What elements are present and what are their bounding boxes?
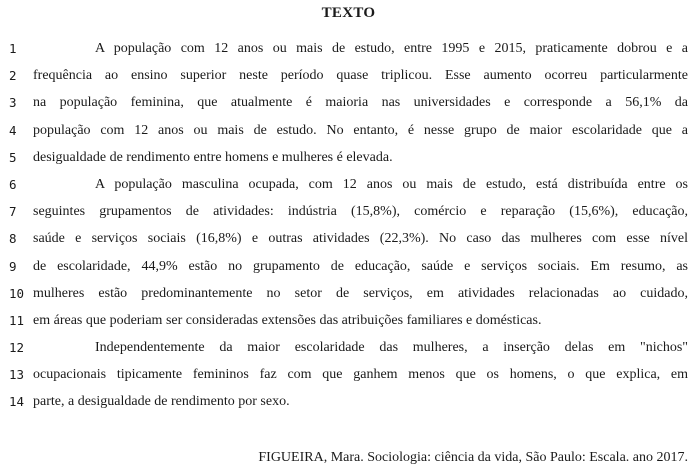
text-line — [0, 62, 697, 89]
line-text: saúde e serviços sociais (16,8%) e outras atividades (22,3%). No caso das mulheres com esse nível — [33, 231, 688, 247]
line-text: seguintes grupamentos de atividades: indústria (15,8%), comércio e reparação (15,6%), educação, — [33, 204, 688, 220]
text-line — [0, 198, 697, 225]
text-line — [0, 89, 697, 116]
text-line — [0, 225, 697, 252]
line-number: 7 — [9, 204, 17, 220]
line-number: 1 — [9, 41, 17, 56]
text-line — [0, 307, 697, 334]
text-line — [0, 35, 697, 62]
line-text: em áreas que poderiam ser consideradas extensões das atribuições familiares e domésticas. — [33, 312, 542, 328]
line-text: A população masculina ocupada, com 12 anos ou mais de estudo, está distribuída entre os — [95, 176, 688, 192]
line-number: 2 — [9, 68, 17, 84]
text-line — [0, 388, 697, 415]
text-line — [0, 280, 697, 307]
text-line — [0, 171, 697, 198]
line-number: 6 — [9, 176, 17, 192]
page-title: TEXTO — [321, 5, 376, 21]
line-number: 11 — [9, 312, 25, 328]
line-text: frequência ao ensino superior neste período quase triplicou. Esse aumento ocorreu particularmente — [33, 68, 688, 84]
line-text: mulheres estão predominantemente no setor de serviços, em atividades relacionadas ao cuidado, — [33, 285, 688, 301]
line-number: 12 — [9, 340, 25, 356]
line-text: A população com 12 anos ou mais de estudo, entre 1995 e 2015, praticamente dobrou e a — [95, 41, 688, 56]
line-text: ocupacionais tipicamente femininos faz com que ganhem menos que os homens, o que explica, em — [33, 367, 688, 383]
line-number: 8 — [9, 231, 17, 247]
line-number: 13 — [9, 367, 25, 383]
text-line — [0, 144, 697, 171]
line-text: parte, a desigualdade de rendimento por sexo. — [33, 394, 290, 410]
line-number: 9 — [9, 258, 17, 274]
line-number: 4 — [9, 122, 17, 138]
citation: FIGUEIRA, Mara. Sociologia: ciência da vida, São Paulo: Escala. ano 2017. — [258, 449, 688, 465]
text-line — [0, 334, 697, 361]
text-line — [0, 253, 697, 280]
line-number: 3 — [9, 95, 17, 111]
line-text: na população feminina, que atualmente é maioria nas universidades e corresponde a 56,1% da — [33, 95, 688, 111]
line-list — [0, 35, 697, 416]
line-number: 10 — [9, 285, 25, 301]
line-text: Independentemente da maior escolaridade das mulheres, a inserção delas em "nichos" — [95, 340, 688, 356]
line-number: 5 — [9, 149, 17, 165]
line-number: 14 — [9, 394, 25, 410]
text-line — [0, 117, 697, 144]
text-line — [0, 361, 697, 388]
line-text: população com 12 anos ou mais de estudo. No entanto, é nesse grupo de maior escolaridade que a — [33, 122, 688, 138]
line-text: de escolaridade, 44,9% estão no grupamento de educação, saúde e serviços sociais. Em resumo, as — [33, 258, 688, 274]
line-text: desigualdade de rendimento entre homens e mulheres é elevada. — [33, 149, 393, 165]
